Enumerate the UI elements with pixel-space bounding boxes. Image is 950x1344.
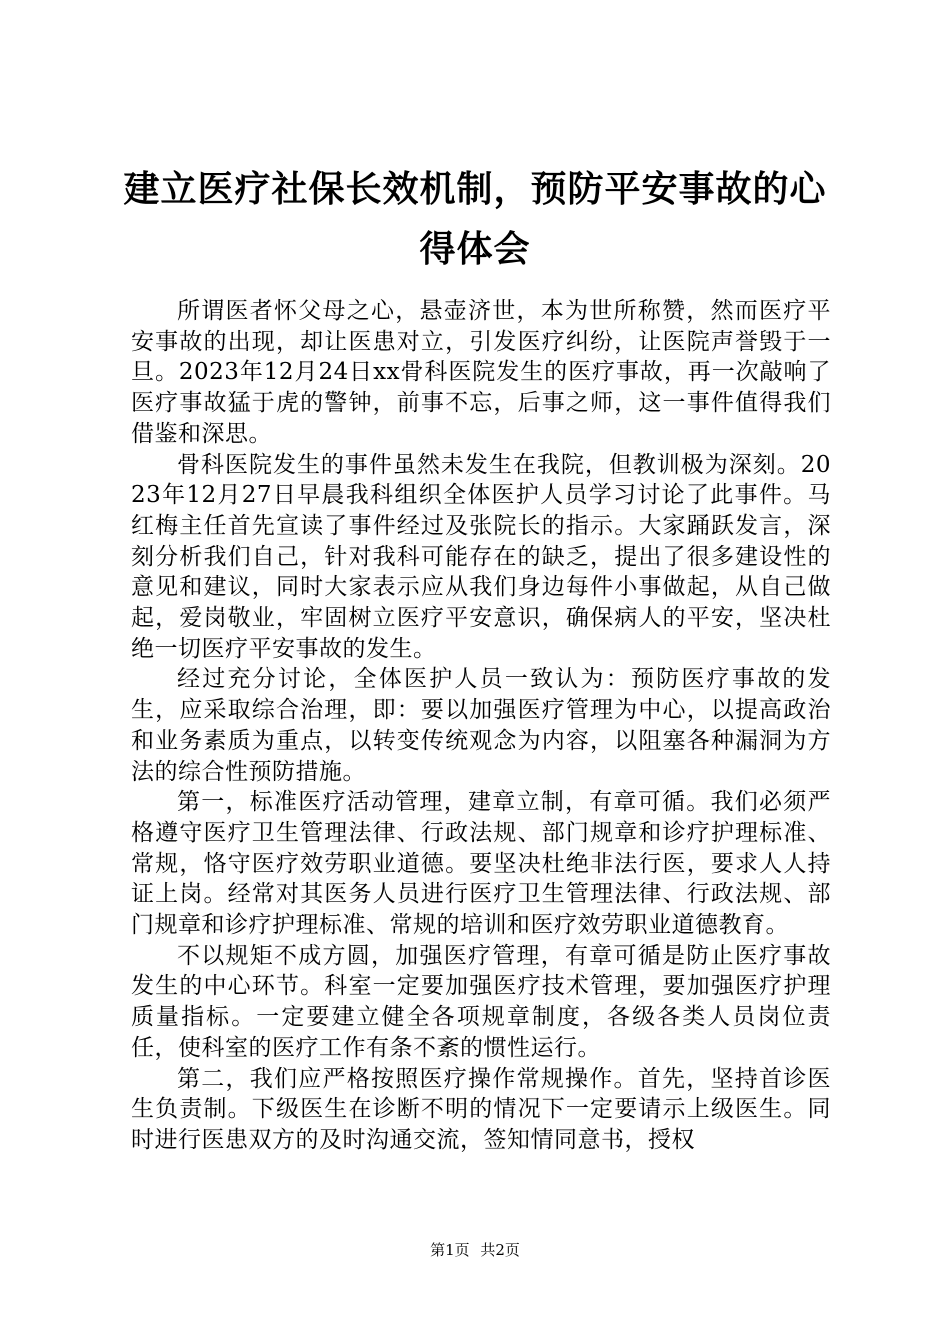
- page-total: 共2页: [480, 1241, 520, 1259]
- paragraph: 第一，标准医疗活动管理，建章立制，有章可循。我们必须严格遵守医疗卫生管理法律、行政法规、部门规章和诊疗护理标准、常规，恪守医疗效劳职业道德。要坚决杜绝非法行医，要求人人持证上岗。经常对其医务人员进行医疗卫生管理法律、行政法规、部门规章和诊疗护理标准、常规的培训和医疗效劳职业道德教育。: [131, 789, 831, 939]
- paragraph: 所谓医者怀父母之心，悬壶济世，本为世所称赞，然而医疗平安事故的出现，却让医患对立，引发医疗纠纷，让医院声誉毁于一旦。2023年12月24日xx骨科医院发生的医疗事故，再一次敲响了医疗事故猛于虎的警钟，前事不忘，后事之师，这一事件值得我们借鉴和深思。: [131, 298, 831, 447]
- paragraph: 经过充分讨论，全体医护人员一致认为：预防医疗事故的发生，应采取综合治理，即：要以加强医疗管理为中心，以提高政治和业务素质为重点，以转变传统观念为内容，以阻塞各种漏洞为方法的综合性预防措施。: [131, 666, 831, 785]
- document-body: [131, 296, 831, 1156]
- document-title: 建立医疗社保长效机制，预防平安事故的心得体会: [123, 169, 827, 270]
- page-footer: [0, 1240, 950, 1260]
- paragraph: 不以规矩不成方圆，加强医疗管理，有章可循是防止医疗事故发生的中心环节。科室一定要加强医疗技术管理，要加强医疗护理质量指标。一定要建立健全各项规章制度，各级各类人员岗位责任，使科室的医疗工作有条不紊的惯性运行。: [131, 942, 831, 1061]
- paragraph: 骨科医院发生的事件虽然未发生在我院，但教训极为深刻。2023年12月27日早晨我科组织全体医护人员学习讨论了此事件。马红梅主任首先宣读了事件经过及张院长的指示。大家踊跃发言，深刻分析我们自己，针对我科可能存在的缺乏，提出了很多建设性的意见和建议，同时大家表示应从我们身边每件小事做起，从自己做起，爱岗敬业，牢固树立医疗平安意识，确保病人的平安，坚决杜绝一切医疗平安事故的发生。: [131, 451, 831, 662]
- paragraph: 第二，我们应严格按照医疗操作常规操作。首先，坚持首诊医生负责制。下级医生在诊断不明的情况下一定要请示上级医生。同时进行医患双方的及时沟通交流，签知情同意书，授权: [131, 1065, 831, 1153]
- page-number: 第1页: [430, 1241, 470, 1259]
